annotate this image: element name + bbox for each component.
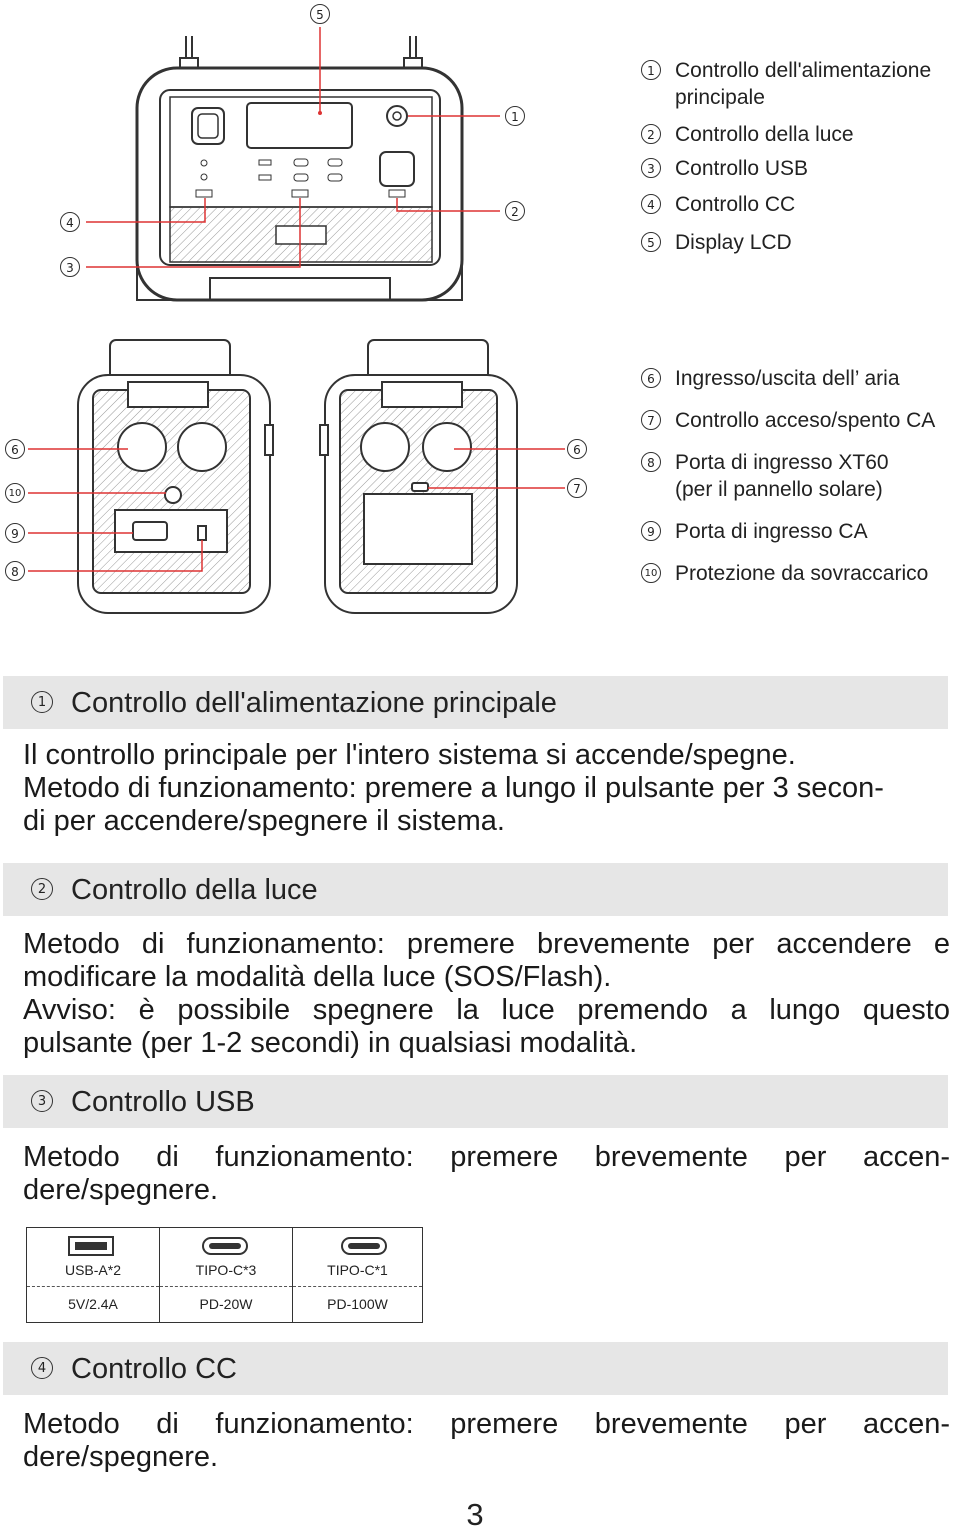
- section-body-2: [23, 928, 950, 1060]
- usb-port-col-1: [27, 1228, 160, 1322]
- usb-a-port-icon: [67, 1235, 115, 1257]
- body-line: di per accendere/spegnere il sistema.: [23, 805, 505, 837]
- section-header-4: [3, 1342, 948, 1395]
- body-line: Il controllo principale per l'intero sistema si accende/spegne.: [23, 739, 796, 771]
- legend-number: 5: [641, 232, 661, 252]
- callout-2: 2: [505, 201, 525, 221]
- legend-label: Display LCD: [675, 231, 792, 254]
- legend-number: 9: [641, 521, 661, 541]
- side-views-diagram: [0, 330, 620, 620]
- callout-5: 5: [310, 4, 330, 24]
- section-number: 3: [31, 1090, 53, 1112]
- section-title: Controllo dell'alimentazione principale: [71, 687, 557, 719]
- divider: [293, 1286, 422, 1287]
- legend-label: Ingresso/uscita dell’ aria: [675, 367, 900, 390]
- section-body-1: [23, 739, 950, 838]
- callout-9: 9: [5, 523, 25, 543]
- legend-number: 7: [641, 410, 661, 430]
- legend-label: Controllo CC: [675, 193, 796, 216]
- port-value: 5V/2.4A: [68, 1296, 118, 1312]
- body-line: dere/spegnere.: [23, 1174, 219, 1206]
- port-name: USB-A*2: [64, 1262, 122, 1278]
- port-value: PD-20W: [199, 1296, 253, 1312]
- legend-label-cont: (per il pannello solare): [675, 478, 883, 501]
- usb-c-port-icon: [340, 1236, 388, 1256]
- legend-label: Controllo acceso/spento CA: [675, 409, 936, 432]
- section-header-1: [3, 676, 948, 729]
- callout-6-right: 6: [567, 439, 587, 459]
- legend-number: 8: [641, 452, 661, 472]
- callout-10: 10: [5, 483, 25, 503]
- section-header-2: [3, 863, 948, 916]
- body-line: Metodo di funzionamento: premere brevemente per accen-: [23, 1408, 950, 1440]
- callout-1: 1: [505, 106, 525, 126]
- legend-number: 3: [641, 158, 661, 178]
- callout-8: 8: [5, 561, 25, 581]
- legend-label-cont: principale: [675, 86, 765, 109]
- body-line: pulsante (per 1-2 secondi) in qualsiasi modalità.: [23, 1027, 638, 1059]
- section-title: Controllo USB: [71, 1086, 255, 1118]
- body-line: Metodo di funzionamento: premere brevemente per accen-: [23, 1141, 950, 1173]
- section-number: 4: [31, 1357, 53, 1379]
- legend-label: Porta di ingresso CA: [675, 520, 868, 543]
- port-name: TIPO-C*1: [327, 1262, 388, 1278]
- legend-label: Controllo USB: [675, 157, 809, 180]
- page-number: 3: [466, 1497, 484, 1532]
- legend-label: Controllo dell'alimentazione: [675, 59, 932, 82]
- body-line: modificare la modalità della luce (SOS/Flash).: [23, 961, 612, 993]
- legend-label: Porta di ingresso XT60: [675, 451, 889, 474]
- section-body-3: [23, 1141, 950, 1207]
- section-number: 1: [31, 691, 53, 713]
- body-line: Avviso: è possibile spegnere la luce premendo a lungo questo: [23, 994, 950, 1026]
- callout-3: 3: [60, 257, 80, 277]
- divider: [160, 1286, 292, 1287]
- section-title: Controllo CC: [71, 1353, 237, 1385]
- section-number: 2: [31, 878, 53, 900]
- section-title: Controllo della luce: [71, 874, 318, 906]
- callout-6-left: 6: [5, 439, 25, 459]
- legend-number: 6: [641, 368, 661, 388]
- legend-number: 4: [641, 194, 661, 214]
- port-value: PD-100W: [327, 1296, 388, 1312]
- legend-label: Controllo della luce: [675, 123, 854, 146]
- body-line: Metodo di funzionamento: premere a lungo il pulsante per 3 secon-: [23, 772, 884, 804]
- usb-c-port-icon: [201, 1236, 249, 1256]
- callout-4: 4: [60, 212, 80, 232]
- front-view-diagram: [0, 0, 965, 320]
- legend-number: 1: [641, 60, 661, 80]
- usb-port-col-3: [293, 1228, 422, 1322]
- body-line: dere/spegnere.: [23, 1441, 219, 1473]
- port-name: TIPO-C*3: [195, 1262, 257, 1278]
- usb-ports-table: [26, 1227, 423, 1323]
- divider: [27, 1286, 159, 1287]
- callout-7: 7: [567, 478, 587, 498]
- legend-number: 10: [641, 563, 661, 583]
- legend-number: 2: [641, 124, 661, 144]
- legend-label: Protezione da sovraccarico: [675, 562, 929, 585]
- body-line: Metodo di funzionamento: premere brevemente per accendere e: [23, 928, 950, 960]
- section-header-3: [3, 1075, 948, 1128]
- usb-port-col-2: [160, 1228, 293, 1322]
- section-body-4: [23, 1408, 950, 1474]
